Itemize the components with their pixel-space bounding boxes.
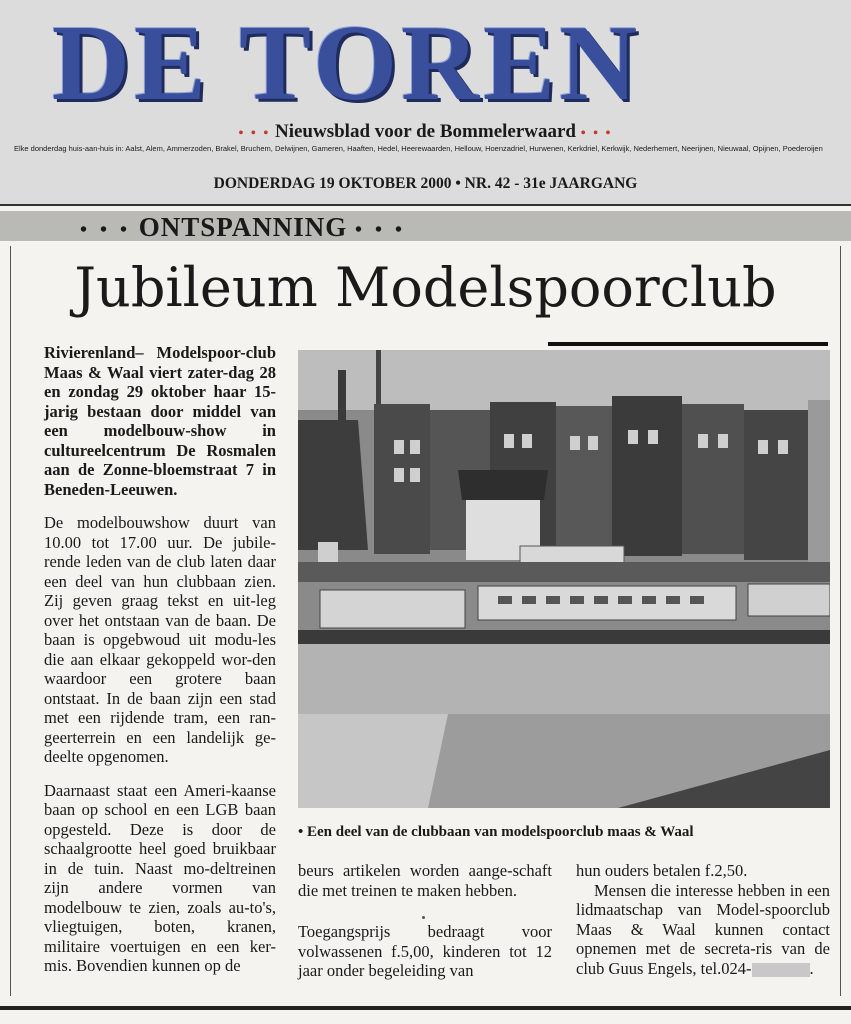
subtitle-dots-left: • • • bbox=[238, 126, 271, 141]
masthead-rule bbox=[0, 204, 851, 206]
article-lead: Rivierenland– Modelspoor-club Maas & Waal viert zater-dag 28 en zondag 29 oktober haar 15-jarig bestaan door middel van een modelbouw-show in cultureelcentrum De Rosmalen aan de Zonne-bloemstraat 7 in Beneden-Leeuwen. bbox=[44, 343, 276, 499]
article-paragraph: De modelbouwshow duurt van 10.00 tot 17.00 uur. De jubile-rende leden van de club laten daar een deel van hun clubbaan zien. Zij geven graag tekst en uit-leg over het ontstaan van de baan. De baan is opgebwoud uit modu-les die aan elkaar gekoppeld wor-den waardoor een grotere baan ontstaat. In de baan zijn een stad met een rijdende tram, een ran-geerterrein en een landelijk ge-deelte opgenomen. bbox=[44, 513, 276, 766]
article-column-1 bbox=[44, 343, 276, 990]
photo-top-rule bbox=[548, 342, 828, 346]
article-paragraph: Daarnaast staat een Ameri-kaanse baan op school en een LGB baan opgesteld. Deze is door de schaalgrootte heel goed bruikbaar in de tuin. Naast mo-deltreinen zijn andere vormen van modelbouw te zien, zoals au-to's, vliegtuigen, boten, kranen, militaire voertuigen en een ker-mis. Bovendien kunnen op de bbox=[44, 780, 276, 975]
bottom-rule bbox=[0, 1006, 851, 1010]
section-title: ONTSPANNING bbox=[138, 212, 348, 242]
article-paragraph bbox=[576, 881, 830, 979]
article-paragraph: hun ouders betalen f.2,50. bbox=[576, 861, 748, 880]
distribution-line: Elke donderdag huis-aan-huis in: Aalst, Alem, Ammerzoden, Brakel, Bruchem, Delwijnen, Gameren, Haaften, Hedel, Heerewaarden, Hellouw, Hoenzadriel, Hurwenen, Kerkdriel, Kerkwijk, Nederhemert, Neerijnen, Nieuwaal, Opijnen, Poederoijen bbox=[14, 144, 823, 153]
section-bullets-left: • • • bbox=[80, 219, 132, 241]
dateline: DONDERDAG 19 OKTOBER 2000 • NR. 42 - 31e JAARGANG bbox=[213, 175, 638, 192]
subtitle-dots-right: • • • bbox=[580, 126, 613, 141]
article-paragraph: beurs artikelen worden aange-schaft die met treinen te maken hebben. bbox=[298, 861, 552, 900]
frame-rule-right bbox=[840, 246, 841, 996]
subtitle-text: Nieuwsblad voor de Bommelerwaard bbox=[275, 121, 576, 142]
newspaper-subtitle bbox=[0, 120, 851, 144]
section-label bbox=[80, 211, 406, 241]
redacted-phone-number bbox=[752, 963, 810, 977]
masthead bbox=[0, 0, 851, 204]
article-column-3 bbox=[576, 861, 830, 992]
newspaper-logo: DE TOREN bbox=[52, 4, 642, 123]
section-bullets-right: • • • bbox=[355, 219, 407, 241]
contact-text: Mensen die interesse hebben in een lidmaatschap van Model-spoorclub Maas & Waal kunnen contact opnemen met de secreta-ris van de club Guus Engels, tel.024- bbox=[576, 880, 830, 978]
model-railway-photo bbox=[298, 350, 830, 808]
photo-caption: • Een deel van de clubbaan van modelspoorclub maas & Waal bbox=[298, 824, 694, 840]
print-speck bbox=[422, 916, 425, 919]
article-headline: Jubileum Modelspoorclub bbox=[74, 256, 777, 319]
frame-rule-left bbox=[10, 246, 11, 996]
article-paragraph: Toegangsprijs bedraagt voor volwassenen f.5,00, kinderen tot 12 jaar onder begeleiding van bbox=[298, 922, 552, 980]
phone-end: . bbox=[809, 958, 814, 978]
section-bar bbox=[0, 211, 851, 241]
article-column-2 bbox=[298, 861, 552, 995]
